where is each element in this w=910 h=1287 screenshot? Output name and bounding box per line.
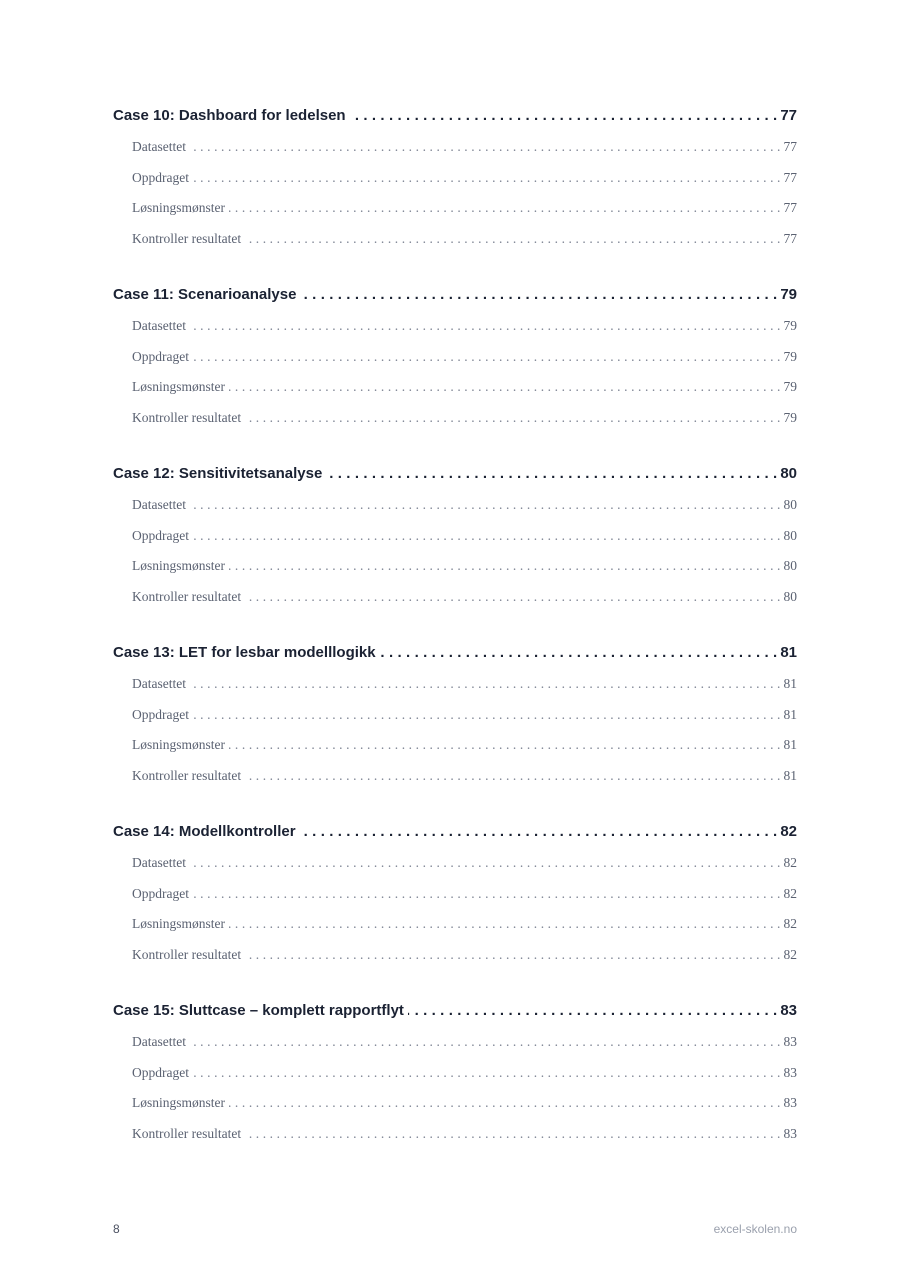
toc-section [113,1002,797,1156]
toc-sub-title: Oppdraget [132,1064,189,1080]
site-url: excel-skolen.no [713,1222,797,1236]
toc-sub-entry[interactable] [113,528,797,559]
toc-sub-page: 83 [783,1034,797,1049]
page-footer [113,1222,797,1236]
dot-leader [229,200,781,216]
toc-sub-page: 79 [783,318,797,333]
toc-sub-entry[interactable] [113,855,797,886]
toc-sub-page: 83 [783,1095,797,1110]
dot-leader [245,768,780,784]
dot-leader [229,1095,781,1111]
toc-sub-entry[interactable] [113,1065,797,1096]
toc-sub-entry[interactable] [113,676,797,707]
toc-sub-entry[interactable] [113,768,797,799]
toc-sub-title: Løsningsmønster [132,558,225,573]
dot-leader [193,1065,781,1081]
toc-case-page: 82 [780,823,797,840]
toc-sub-title: Oppdraget [132,169,189,185]
dot-leader [190,497,781,513]
toc-sub-title: Datasettet [132,318,186,333]
toc-sub-entry[interactable] [113,737,797,768]
toc-sub-entry[interactable] [113,947,797,978]
dot-leader [190,139,781,155]
dot-leader [193,349,781,365]
dot-leader [245,231,780,247]
toc-sub-page: 80 [783,527,797,543]
toc-sub-page: 80 [783,588,797,604]
dot-leader [190,855,781,871]
toc-section [113,823,797,977]
toc-sub-title: Datasettet [132,855,186,870]
toc-case-page: 83 [780,1002,797,1019]
page-number: 8 [113,1222,120,1236]
dot-leader [190,1034,781,1050]
toc-sub-page: 81 [783,767,797,783]
toc-case-title: Case 12: Sensitivitetsanalyse [113,465,323,482]
toc-sub-page: 81 [783,676,797,691]
toc-sub-page: 77 [783,200,797,215]
toc-sub-title: Kontroller resultatet [132,409,242,425]
toc-sub-entry[interactable] [113,916,797,947]
toc-sub-page: 79 [783,379,797,394]
toc-sub-title: Kontroller resultatet [132,588,242,604]
toc-section [113,644,797,798]
toc-sub-title: Oppdraget [132,885,189,901]
dot-leader [229,558,781,574]
toc-sub-page: 77 [783,230,797,246]
toc-sub-entry[interactable] [113,589,797,620]
dot-leader [229,737,781,753]
toc-sub-entry[interactable] [113,318,797,349]
dot-leader [229,379,781,395]
toc-case-entry[interactable] [113,644,797,668]
toc-sub-entry[interactable] [113,1095,797,1126]
toc-sub-entry[interactable] [113,349,797,380]
dot-leader [350,107,778,124]
toc-sub-title: Oppdraget [132,527,189,543]
dot-leader [245,410,780,426]
toc-case-entry[interactable] [113,823,797,847]
toc-sub-title: Kontroller resultatet [132,946,242,962]
dot-leader [190,676,781,692]
toc-sub-page: 79 [783,348,797,364]
toc-case-entry[interactable] [113,465,797,489]
dot-leader [245,1126,780,1142]
toc-sub-page: 83 [783,1064,797,1080]
toc-sub-title: Datasettet [132,1034,186,1049]
toc-sub-entry[interactable] [113,558,797,589]
toc-sub-entry[interactable] [113,200,797,231]
toc-sub-entry[interactable] [113,707,797,738]
dot-leader [193,170,781,186]
toc-sub-page: 77 [783,169,797,185]
dot-leader [245,589,780,605]
toc-section [113,286,797,440]
toc-sub-title: Kontroller resultatet [132,230,242,246]
toc-case-page: 81 [780,644,797,661]
toc-case-title: Case 10: Dashboard for ledelsen [113,107,346,124]
toc-sub-page: 81 [783,737,797,752]
toc-case-title: Case 14: Modellkontroller [113,823,296,840]
toc-sub-entry[interactable] [113,886,797,917]
dot-leader [380,644,778,661]
dot-leader [326,465,777,482]
toc-sub-entry[interactable] [113,497,797,528]
dot-leader [300,823,778,840]
dot-leader [193,707,781,723]
toc-sub-title: Løsningsmønster [132,916,225,931]
dot-leader [245,947,780,963]
toc-sub-title: Kontroller resultatet [132,1125,242,1141]
toc-case-title: Case 11: Scenarioanalyse [113,286,297,303]
toc-sub-entry[interactable] [113,410,797,441]
toc-sub-title: Løsningsmønster [132,379,225,394]
toc-sub-page: 79 [783,409,797,425]
toc-sub-page: 83 [783,1125,797,1141]
toc-case-entry[interactable] [113,1002,797,1026]
dot-leader [300,286,777,303]
toc-sub-page: 82 [783,855,797,870]
toc-sub-page: 77 [783,139,797,154]
toc-sub-page: 80 [783,558,797,573]
toc-sub-title: Datasettet [132,676,186,691]
toc-sub-entry[interactable] [113,139,797,170]
toc-sub-title: Kontroller resultatet [132,767,242,783]
toc-section [113,107,797,261]
toc-section [113,465,797,619]
toc-sub-title: Løsningsmønster [132,1095,225,1110]
toc-sub-title: Oppdraget [132,706,189,722]
toc-sub-page: 82 [783,946,797,962]
toc-sub-page: 82 [783,885,797,901]
toc-sub-page: 81 [783,706,797,722]
toc-sub-page: 80 [783,497,797,512]
toc-case-title: Case 15: Sluttcase – komplett rapportflyt [113,1002,404,1019]
dot-leader [193,886,781,902]
toc-case-page: 77 [780,107,797,124]
toc-case-entry[interactable] [113,107,797,131]
toc-sub-entry[interactable] [113,379,797,410]
toc-sub-entry[interactable] [113,231,797,262]
toc-case-page: 79 [780,286,797,303]
dot-leader [408,1002,777,1019]
table-of-contents [113,107,797,1181]
toc-case-page: 80 [780,465,797,482]
toc-sub-title: Oppdraget [132,348,189,364]
dot-leader [190,318,781,334]
toc-sub-title: Løsningsmønster [132,200,225,215]
toc-sub-title: Løsningsmønster [132,737,225,752]
toc-sub-entry[interactable] [113,170,797,201]
dot-leader [193,528,781,544]
toc-sub-entry[interactable] [113,1034,797,1065]
toc-sub-title: Datasettet [132,139,186,154]
toc-sub-entry[interactable] [113,1126,797,1157]
dot-leader [229,916,781,932]
toc-case-entry[interactable] [113,286,797,310]
toc-case-title: Case 13: LET for lesbar modelllogikk [113,644,376,661]
toc-sub-page: 82 [783,916,797,931]
toc-sub-title: Datasettet [132,497,186,512]
